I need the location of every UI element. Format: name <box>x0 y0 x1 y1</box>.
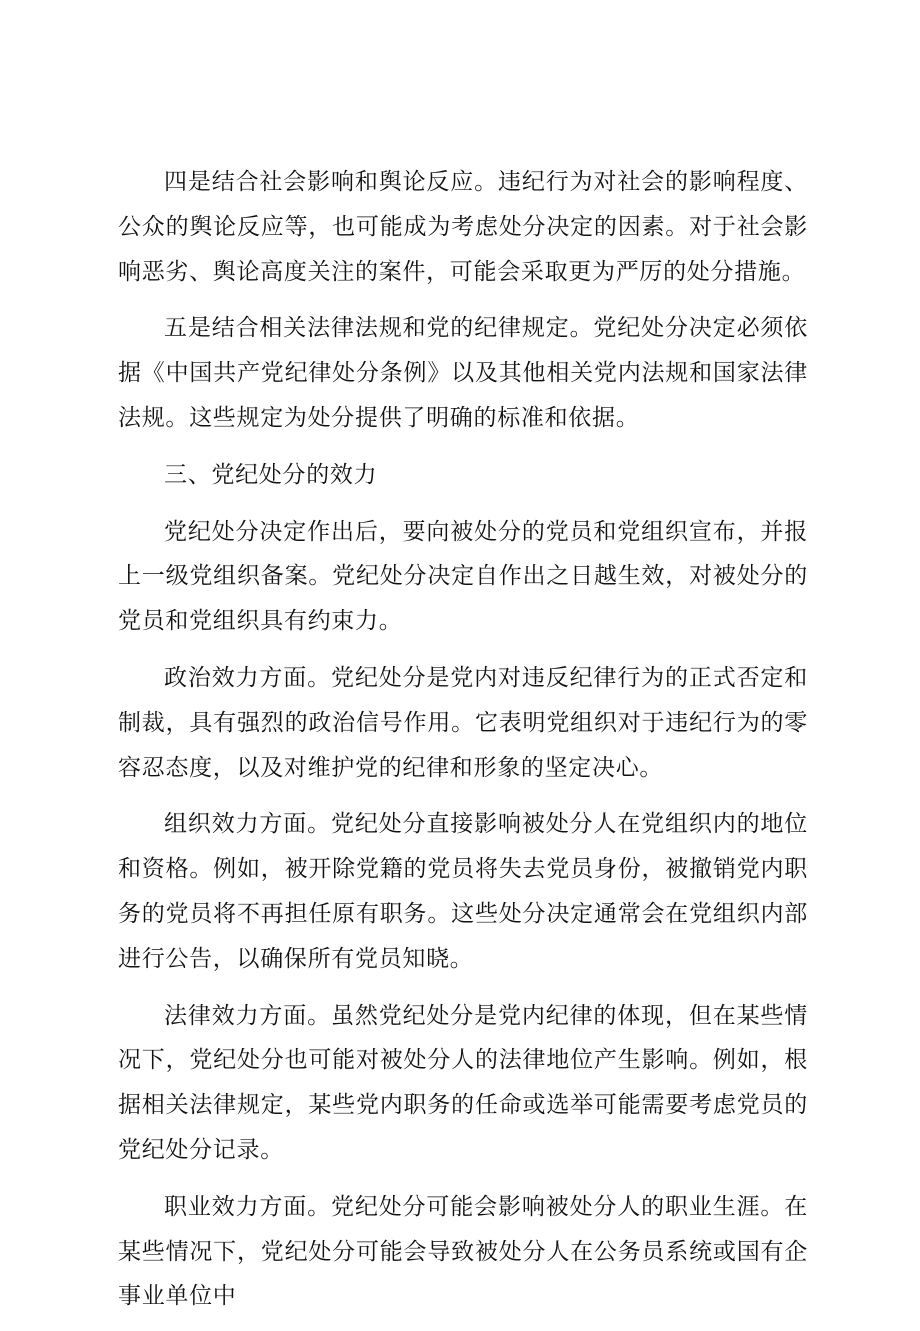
document-body <box>118 160 808 1331</box>
paragraph-legal-effect: 法律效力方面。虽然党纪处分是党内纪律的体现，但在某些情况下，党纪处分也可能对被处分人的法律地位产生影响。例如，根据相关法律规定，某些党内职务的任命或选举可能需要考虑党员的党纪处分记录。 <box>118 1002 808 1163</box>
section-heading-effect: 三、党纪处分的效力 <box>164 461 378 488</box>
paragraph-career-effect: 职业效力方面。党纪处分可能会影响被处分人的职业生涯。在某些情况下，党纪处分可能会导致被处分人在公务员系统或国有企事业单位中 <box>118 1193 808 1310</box>
paragraph-political-effect: 政治效力方面。党纪处分是党内对违反纪律行为的正式否定和制裁，具有强烈的政治信号作用。它表明党组织对于违纪行为的零容忍态度，以及对维护党的纪律和形象的坚定决心。 <box>118 664 808 781</box>
paragraph-legal-basis: 五是结合相关法律法规和党的纪律规定。党纪处分决定必须依据《中国共产党纪律处分条例》以及其他相关党内法规和国家法律法规。这些规定为处分提供了明确的标准和依据。 <box>118 315 808 431</box>
paragraph-social-impact: 四是结合社会影响和舆论反应。违纪行为对社会的影响程度、公众的舆论反应等，也可能成为考虑处分决定的因素。对于社会影响恶劣、舆论高度关注的案件，可能会采取更为严厉的处分措施。 <box>118 169 808 285</box>
paragraph-organizational-effect: 组织效力方面。党纪处分直接影响被处分人在党组织内的地位和资格。例如，被开除党籍的党员将失去党员身份，被撤销党内职务的党员将不再担任原有职务。这些处分决定通常会在党组织内部进行公告，以确保所有党员知晓。 <box>118 811 808 972</box>
paragraph-announcement: 党纪处分决定作出后，要向被处分的党员和党组织宣布，并报上一级党组织备案。党纪处分决定自作出之日越生效，对被处分的党员和党组织具有约束力。 <box>118 518 808 635</box>
